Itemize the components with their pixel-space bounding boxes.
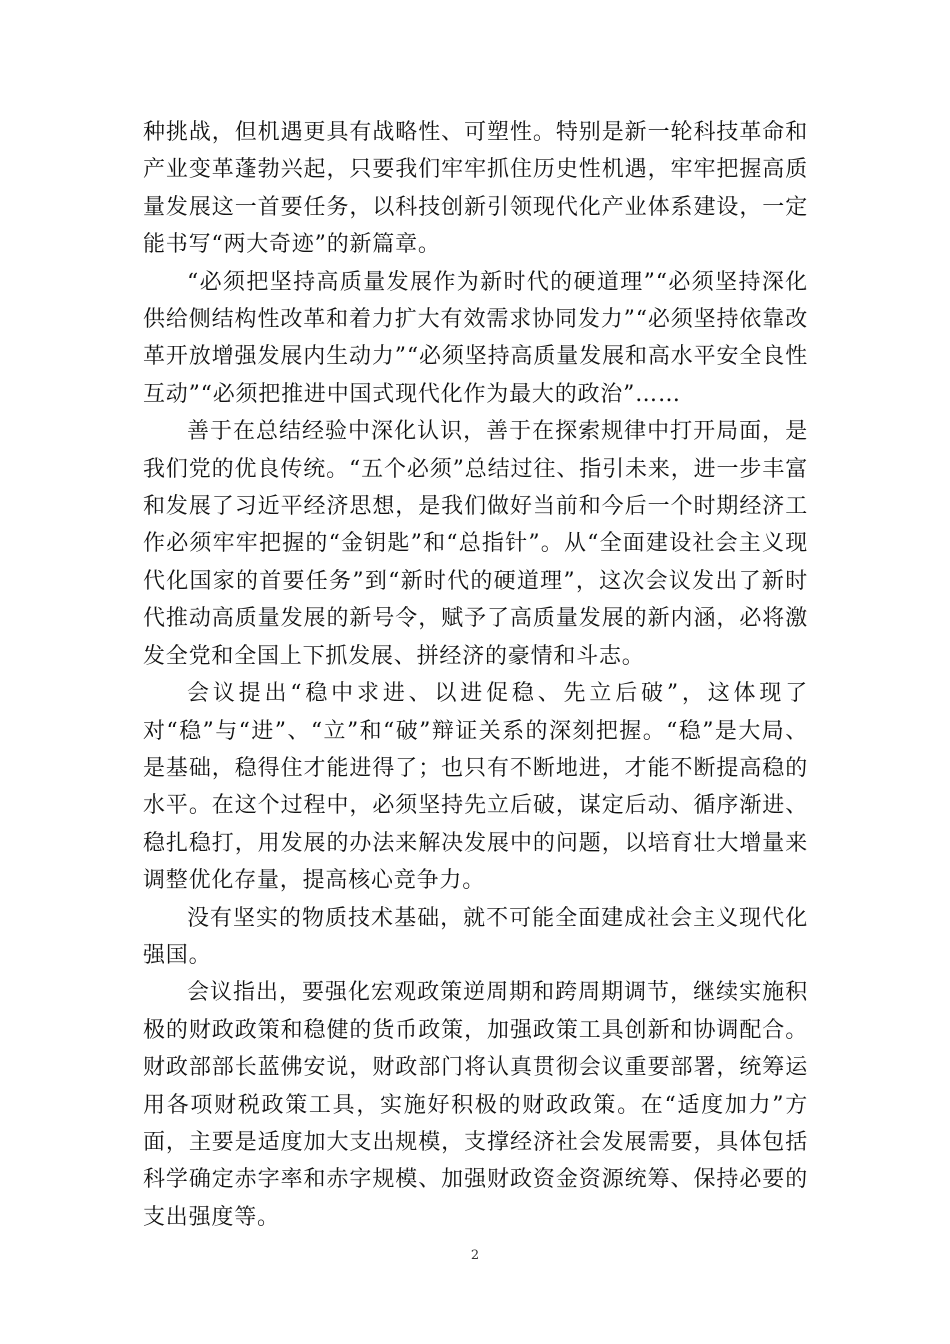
document-page — [143, 114, 808, 1236]
paragraph-fiscal-policy: 会议指出，要强化宏观政策逆周期和跨周期调节，继续实施积极的财政政策和稳健的货币政策，加强政策工具创新和协调配合。财政部部长蓝佛安说，财政部门将认真贯彻会议重要部署，统筹运用各项财税政策工具，实施好积极的财政政策。在“适度加力”方面，主要是适度加大支出规模，支撑经济社会发展需要，具体包括科学确定赤字率和赤字规模、加强财政资金资源统筹、保持必要的支出强度等。 — [143, 980, 808, 1230]
page-number: 2 — [470, 1248, 480, 1263]
paragraph-material-foundation: 没有坚实的物质技术基础，就不可能全面建成社会主义现代化强国。 — [143, 905, 808, 968]
paragraph-stability-progress: 会议提出“稳中求进、以进促稳、先立后破”，这体现了对“稳”与“进”、“立”和“破”辩证关系的深刻把握。“稳”是大局、是基础，稳得住才能进得了；也只有不断地进，才能不断提高稳的水平。在这个过程中，必须坚持先立后破，谋定后动、循序渐进、稳扎稳打，用发展的办法来解决发展中的问题，以培育壮大增量来调整优化存量，提高核心竞争力。 — [143, 681, 808, 894]
paragraph-experience: 善于在总结经验中深化认识，善于在探索规律中打开局面，是我们党的优良传统。“五个必须”总结过往、指引未来，进一步丰富和发展了习近平经济思想，是我们做好当前和今后一个时期经济工作必须牢牢把握的“金钥匙”和“总指针”。从“全面建设社会主义现代化国家的首要任务”到“新时代的硬道理”，这次会议发出了新时代推动高质量发展的新号令，赋予了高质量发展的新内涵，必将激发全党和全国上下抓发展、拼经济的豪情和斗志。 — [143, 419, 808, 669]
paragraph-five-musts: “必须把坚持高质量发展作为新时代的硬道理”“必须坚持深化供给侧结构性改革和着力扩大有效需求协同发力”“必须坚持依靠改革开放增强发展内生动力”“必须坚持高质量发展和高水平安全良性互动”“必须把推进中国式现代化作为最大的政治”…… — [143, 269, 808, 407]
paragraph-continuation: 种挑战，但机遇更具有战略性、可塑性。特别是新一轮科技革命和产业变革蓬勃兴起，只要我们牢牢抓住历史性机遇，牢牢把握高质量发展这一首要任务，以科技创新引领现代化产业体系建设，一定能书写“两大奇迹”的新篇章。 — [143, 120, 808, 258]
